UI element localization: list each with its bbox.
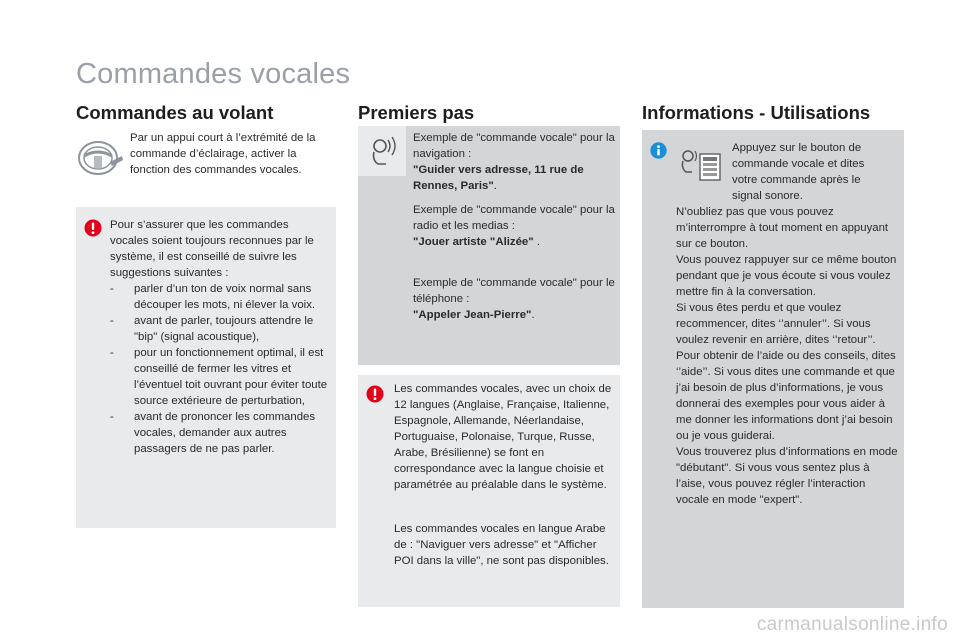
voice-command-icon <box>358 126 406 176</box>
suggestion-list <box>110 281 328 457</box>
arabe-text: Les commandes vocales en langue Arabe de : "Naviguer vers adresse" et "Afficher POI dans la ville", ne sont pas disponibles. <box>394 523 609 567</box>
info-body-text: N’oubliez pas que vous pouvez m’interrompre à tout moment en appuyant sur ce bouton. Vous pouvez rappuyer sur ce même bouton pendant que je vous écoute si vous voulez mettre fin à la conversation. Si vous êtes perdu et que voulez recommencer, dites ‘’annuler’’. Si vous voulez revenir en arrière, dites ‘’retour’’. Pour obtenir de l’aide ou des conseils, dites ‘’aide’’. Si vous dites une commande et que j’ai besoin de plus d’informations, je vous donnerai des exemples pour vous aider à me donner les informations dont j’ai besoin ou je vous guiderai. Vous trouverez plus d’informations en mode "débutant". Si vous vous sentez plus à l’aise, vous pouvez régler l’interaction vocale en mode "expert". <box>676 206 898 506</box>
info-icon <box>650 142 667 164</box>
volant-intro-text: Par un appui court à l’extrémité de la commande d’éclairage, activer la fonction des commandes vocales. <box>130 132 316 176</box>
info-panel <box>642 130 904 608</box>
list-item: - avant de prononcer les commandes vocales, demander aux autres passagers de ne pas parler. <box>110 409 328 457</box>
example-radio-command: "Jouer artiste "Alizée" <box>413 236 534 248</box>
page-title: Commandes vocales <box>76 58 351 90</box>
steering-wheel-icon <box>76 136 126 180</box>
langues-text: Les commandes vocales, avec un choix de 12 langues (Anglaise, Française, Italienne, Espagnole, Allemande, Néerlandaise, Portuguaise, Polonaise, Turque, Russe, Arabe, Brésilienne) se font en correspondance avec la langue choisie et paramétrée au préalable dans le système. <box>394 383 612 491</box>
example-navigation: Exemple de "commande vocale" pour la navigation : "Guider vers adresse, 11 rue de Rennes, Paris". <box>413 132 615 192</box>
list-item: - avant de parler, toujours attendre le "bip" (signal acoustique), <box>110 313 328 345</box>
info-intro-text: Appuyez sur le bouton de commande vocale et dites votre commande après le signal sonore. <box>732 142 865 202</box>
example-radio-intro: Exemple de "commande vocale" pour la radio et les medias : <box>413 204 615 232</box>
warning-panel-langues <box>358 375 620 607</box>
section-heading-premiers-pas: Premiers pas <box>358 102 475 123</box>
example-navigation-command: "Guider vers adresse, 11 rue de Rennes, Paris" <box>413 164 584 192</box>
example-navigation-intro: Exemple de "commande vocale" pour la navigation : <box>413 132 615 160</box>
list-item: - pour un fonctionnement optimal, il est conseillé de fermer les vitres et l’éventuel toit ouvrant pour éviter toute source extérieure de perturbation, <box>110 345 328 409</box>
footer-watermark: carmanualsonline.info <box>756 614 948 635</box>
example-telephone-intro: Exemple de "commande vocale" pour le téléphone : <box>413 277 615 305</box>
section-heading-volant: Commandes au volant <box>76 102 274 123</box>
example-radio: Exemple de "commande vocale" pour la radio et les medias : "Jouer artiste "Alizée" . <box>413 204 615 248</box>
section-heading-informations: Informations - Utilisations <box>642 102 871 123</box>
warning-icon <box>366 385 384 408</box>
example-telephone: Exemple de "commande vocale" pour le téléphone : "Appeler Jean-Pierre". <box>413 277 615 321</box>
warning-icon <box>84 219 102 242</box>
list-item: - parler d’un ton de voix normal sans découper les mots, ni élever la voix. <box>110 281 328 313</box>
warning-panel-volant <box>76 207 336 528</box>
voice-button-icon <box>676 142 724 186</box>
warning-intro-text: Pour s’assurer que les commandes vocales soient toujours reconnues par le système, il est conseillé de suivre les suggestions suivantes : <box>110 219 314 279</box>
example-telephone-command: "Appeler Jean-Pierre" <box>413 309 532 321</box>
